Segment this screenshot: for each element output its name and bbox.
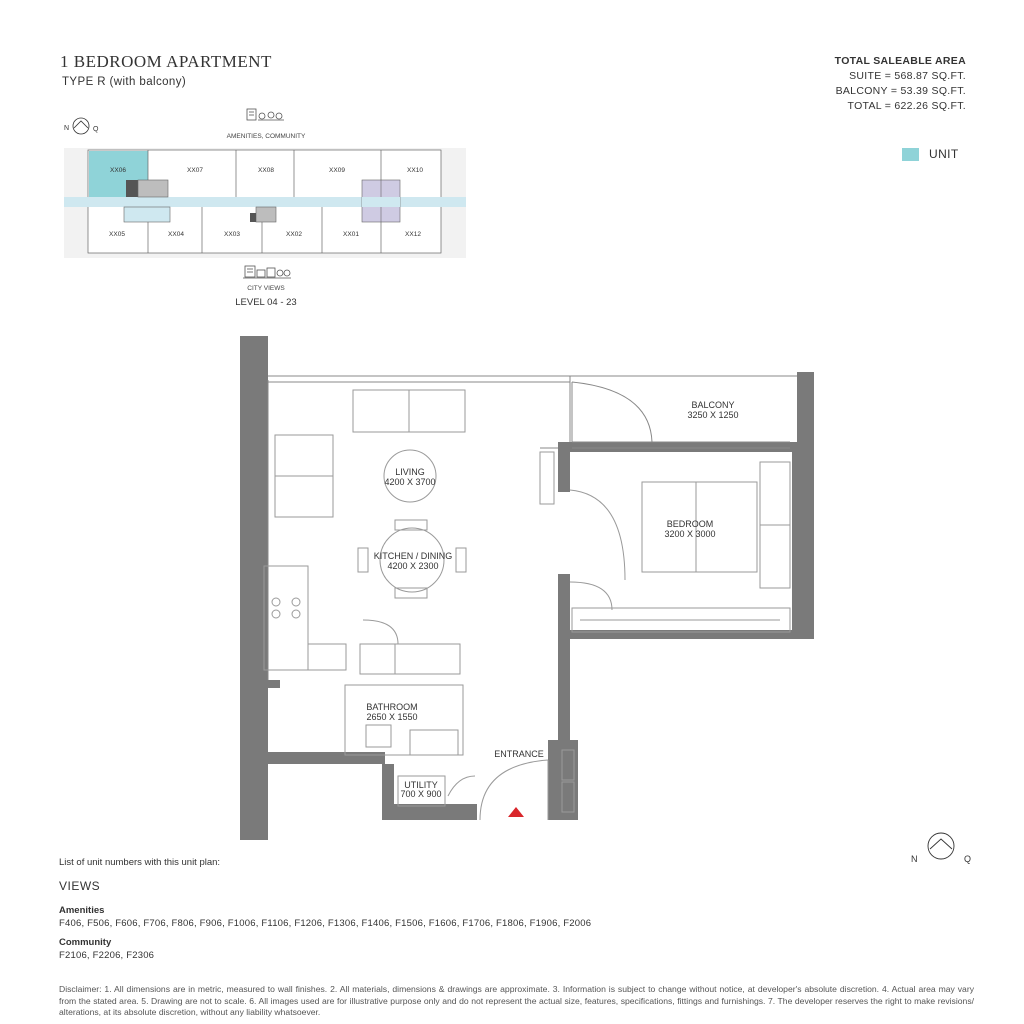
units-list-intro: List of unit numbers with this unit plan: [59,857,221,868]
bedroom-label: BEDROOM [666,519,714,529]
key-plan [0,0,1024,330]
amenities-icon [247,109,284,120]
plan-title: 1 BEDROOM APARTMENT [60,52,272,71]
compass-n: N [911,854,918,864]
key-level: LEVEL 04 - 23 [235,297,297,308]
key-unit-top: XX09 [329,167,345,174]
compass-q: Q [964,854,972,864]
key-unit-bottom: XX02 [286,231,302,238]
key-top-caption: AMENITIES, COMMUNITY [226,133,306,140]
key-unit-top: XX07 [187,167,203,174]
legend-unit-label: UNIT [929,147,959,161]
key-unit-bottom: XX12 [405,231,421,238]
key-unit-bottom: XX01 [343,231,359,238]
amenities-heading: Amenities [59,905,105,916]
key-unit-top: XX06 [110,167,126,174]
utility-dim: 700 X 900 [400,789,442,799]
area-total: TOTAL = 622.26 SQ.FT. [847,100,966,112]
key-bottom-caption: CITY VIEWS [247,285,285,292]
utility-label: UTILITY [404,780,438,790]
bedroom-dim: 3200 X 3000 [664,529,716,539]
community-heading: Community [59,937,112,948]
compass-icon [905,830,985,870]
bathroom-label: BATHROOM [366,702,418,712]
views-heading: VIEWS [59,879,101,893]
entrance-marker-icon [508,807,524,817]
key-corridor [64,197,466,207]
key-unit-bottom: XX03 [224,231,240,238]
living-dim: 4200 X 3700 [384,477,436,487]
kitchen-dim: 4200 X 2300 [387,561,439,571]
community-units: F2106, F2206, F2306 [59,950,155,961]
key-unit-top: XX08 [258,167,274,174]
balcony-label: BALCONY [691,400,735,410]
balcony-dim: 3250 X 1250 [687,410,739,420]
amenities-units: F406, F506, F606, F706, F806, F906, F1006, F1106, F1206, F1306, F1406, F1506, F1606, F1706, F1806, F1906, F2006 [59,918,592,929]
key-compass-icon [64,118,99,134]
area-suite: SUITE = 568.87 SQ.FT. [849,70,966,82]
floor-plan [0,320,1024,840]
living-label: LIVING [395,467,425,477]
key-unit-bottom: XX05 [109,231,125,238]
key-unit-bottom: XX04 [168,231,184,238]
entrance-label: ENTRANCE [494,749,544,759]
key-compass-n: N [64,125,70,132]
plan-subtitle: TYPE R (with balcony) [62,76,187,88]
disclaimer: Disclaimer: 1. All dimensions are in metric, measured to wall finishes. 2. All materials, dimensions & drawings are approximate. 3. Information is subject to change without notice, at developer's absolute discretion. 4. Actual area may vary from the stated area. 5. Drawing are not to scale. 6. All images used are for illustrative purpose only and do not represent the actual size, features, specifications, fittings and furnishings. 7. The developer reserves the right to make revisions/ alterations, at its absolute discretion, without any liability whatsoever. [59,984,974,1017]
area-balcony: BALCONY = 53.39 SQ.FT. [835,85,966,97]
area-heading: TOTAL SALEABLE AREA [834,55,966,67]
bathroom-dim: 2650 X 1550 [366,712,418,722]
kitchen-label: KITCHEN / DINING [373,551,453,561]
key-compass-q: Q [93,126,99,133]
city-views-icon [243,266,291,278]
key-unit-top: XX10 [407,167,423,174]
